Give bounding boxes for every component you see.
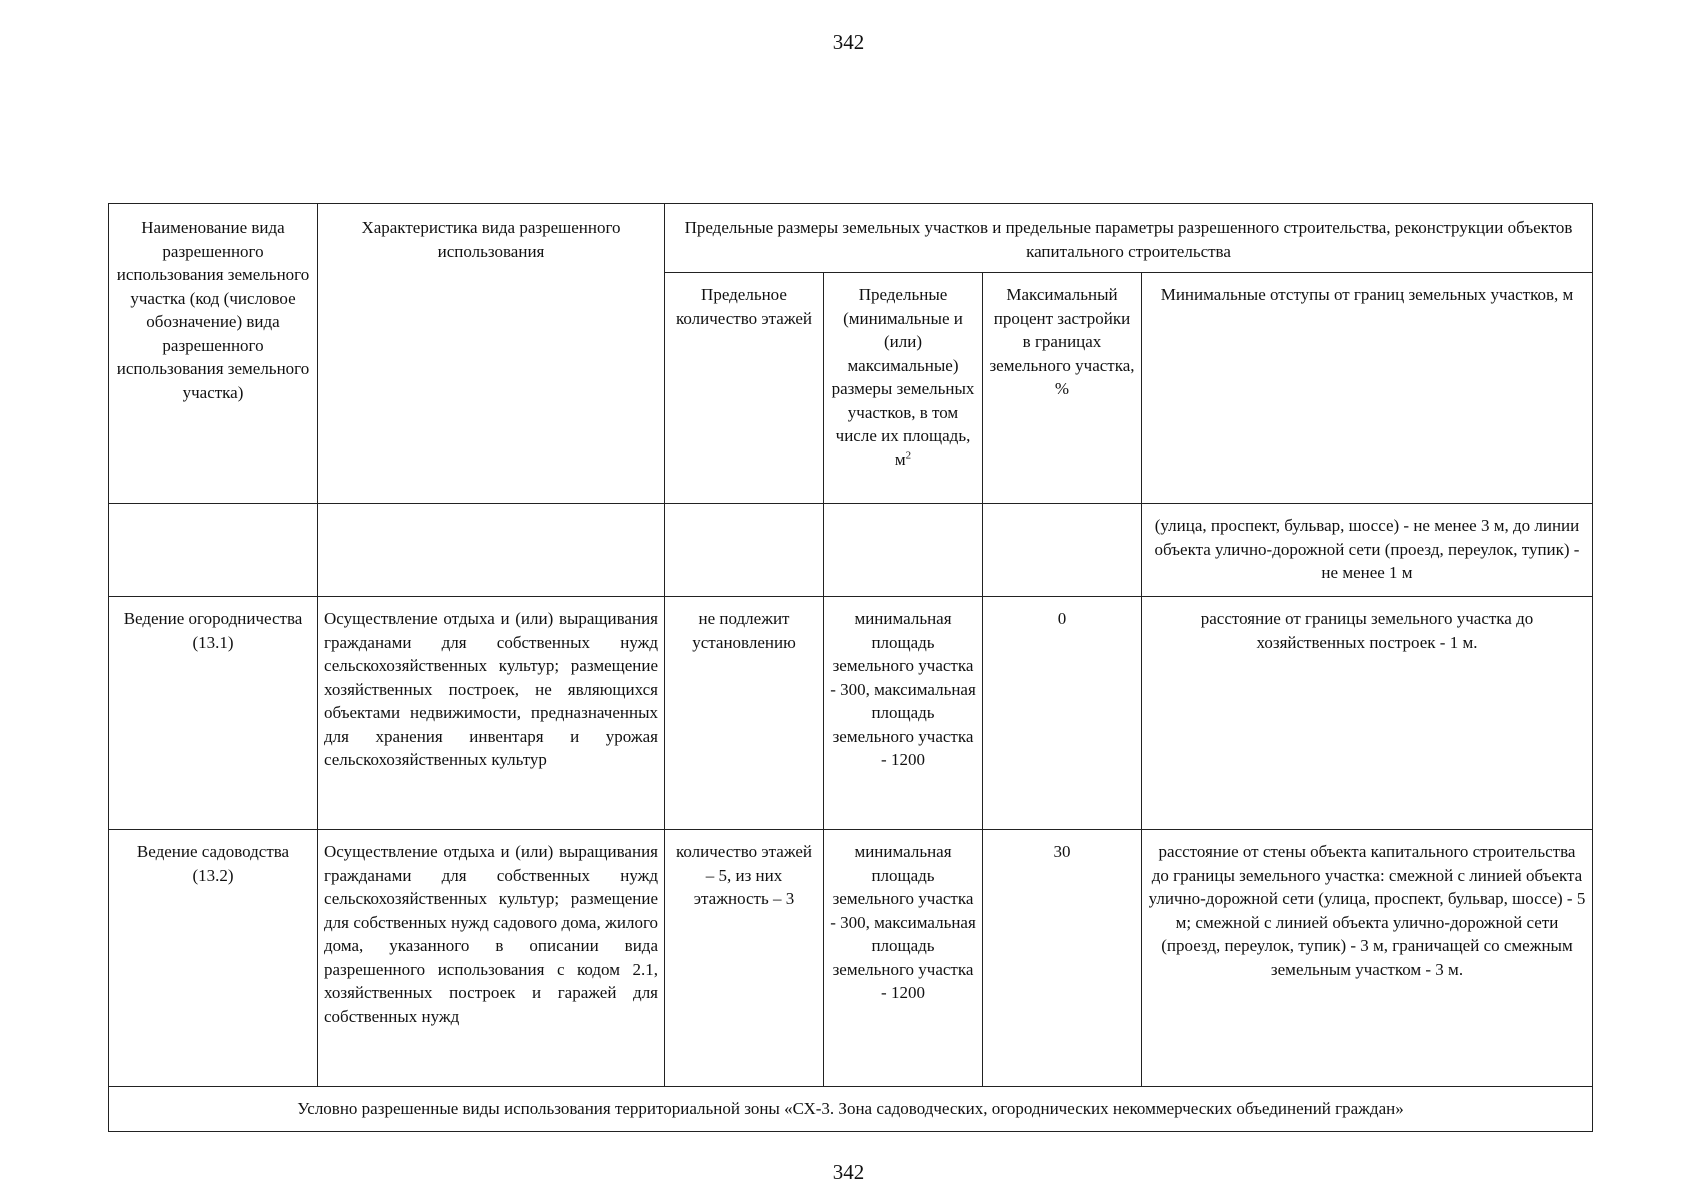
- row-description: Осуществление отдыха и (или) выращивания гражданами для собственных нужд сельскохозяйственных культур; размещение для собственных нужд садового дома, жилого дома, указанного в описании вида разрешенного использования с кодом 2.1, хозяйственных построек и гаражей для собственных нужд: [318, 830, 665, 1087]
- row-setbacks: расстояние от границы земельного участка до хозяйственных построек - 1 м.: [1142, 597, 1593, 830]
- header-row-1: [109, 204, 1593, 273]
- page-number-top: 342: [832, 30, 865, 54]
- table-row: [109, 504, 1593, 597]
- row-sizes: минимальная площадь земельного участка - 300, максимальная площадь земельного участка - 1200: [824, 597, 983, 830]
- row-setbacks: (улица, проспект, бульвар, шоссе) - не менее 3 м, до линии объекта улично-дорожной сети (проезд, переулок, тупик) - не менее 1 м: [1142, 504, 1593, 597]
- row-percent: [983, 504, 1142, 597]
- header-limits-group: Предельные размеры земельных участков и предельные параметры разрешенного строительства, реконструкции объектов капитального строительства: [665, 204, 1593, 273]
- conditional-uses-title: Условно разрешенные виды использования территориальной зоны «СХ-3. Зона садоводческих, огороднических некоммерческих объединений граждан»: [109, 1087, 1593, 1132]
- row-floors: не подлежит установлению: [665, 597, 824, 830]
- row-setbacks: расстояние от стены объекта капитального строительства до границы земельного участка: смежной с линией объекта улично-дорожной сети (улица, проспект, бульвар, шоссе) - 5 м; смежной с линией объекта улично-дорожной сети (проезд, переулок, тупик) - 3 м, граничащей со смежным земельным участком - 3 м.: [1142, 830, 1593, 1087]
- row-percent: 30: [983, 830, 1142, 1087]
- row-percent: 0: [983, 597, 1142, 830]
- table-row: [109, 597, 1593, 830]
- row-sizes: [824, 504, 983, 597]
- row-use-name: Ведение огородничества (13.1): [109, 597, 318, 830]
- header-use-name: Наименование вида разрешенного использования земельного участка (код (числовое обозначение) вида разрешенного использования земельного участка): [109, 204, 318, 504]
- row-floors: [665, 504, 824, 597]
- row-use-name: [109, 504, 318, 597]
- row-sizes: минимальная площадь земельного участка - 300, максимальная площадь земельного участка - 1200: [824, 830, 983, 1087]
- land-use-table: [108, 203, 1593, 1132]
- page-number-bottom: 342: [832, 1160, 865, 1184]
- table-row: [109, 830, 1593, 1087]
- conditional-uses-row: [109, 1087, 1593, 1132]
- row-use-name: Ведение садоводства (13.2): [109, 830, 318, 1087]
- row-description: [318, 504, 665, 597]
- row-floors: количество этажей – 5, из них этажность – 3: [665, 830, 824, 1087]
- header-plot-sizes: [824, 273, 983, 504]
- header-min-setbacks: Минимальные отступы от границ земельных участков, м: [1142, 273, 1593, 504]
- header-plot-sizes-text: Предельные (минимальные и (или) максимальные) размеры земельных участков, в том числе их площадь, м: [831, 285, 975, 469]
- header-plot-sizes-sup: 2: [905, 448, 912, 461]
- header-use-characteristic: Характеристика вида разрешенного использования: [318, 204, 665, 504]
- row-description: Осуществление отдыха и (или) выращивания гражданами для собственных нужд сельскохозяйственных культур; размещение хозяйственных построек, не являющихся объектами недвижимости, предназначенных для хранения инвентаря и урожая сельскохозяйственных культур: [318, 597, 665, 830]
- header-max-floors: Предельное количество этажей: [665, 273, 824, 504]
- header-max-percent: Максимальный процент застройки в границах земельного участка, %: [983, 273, 1142, 504]
